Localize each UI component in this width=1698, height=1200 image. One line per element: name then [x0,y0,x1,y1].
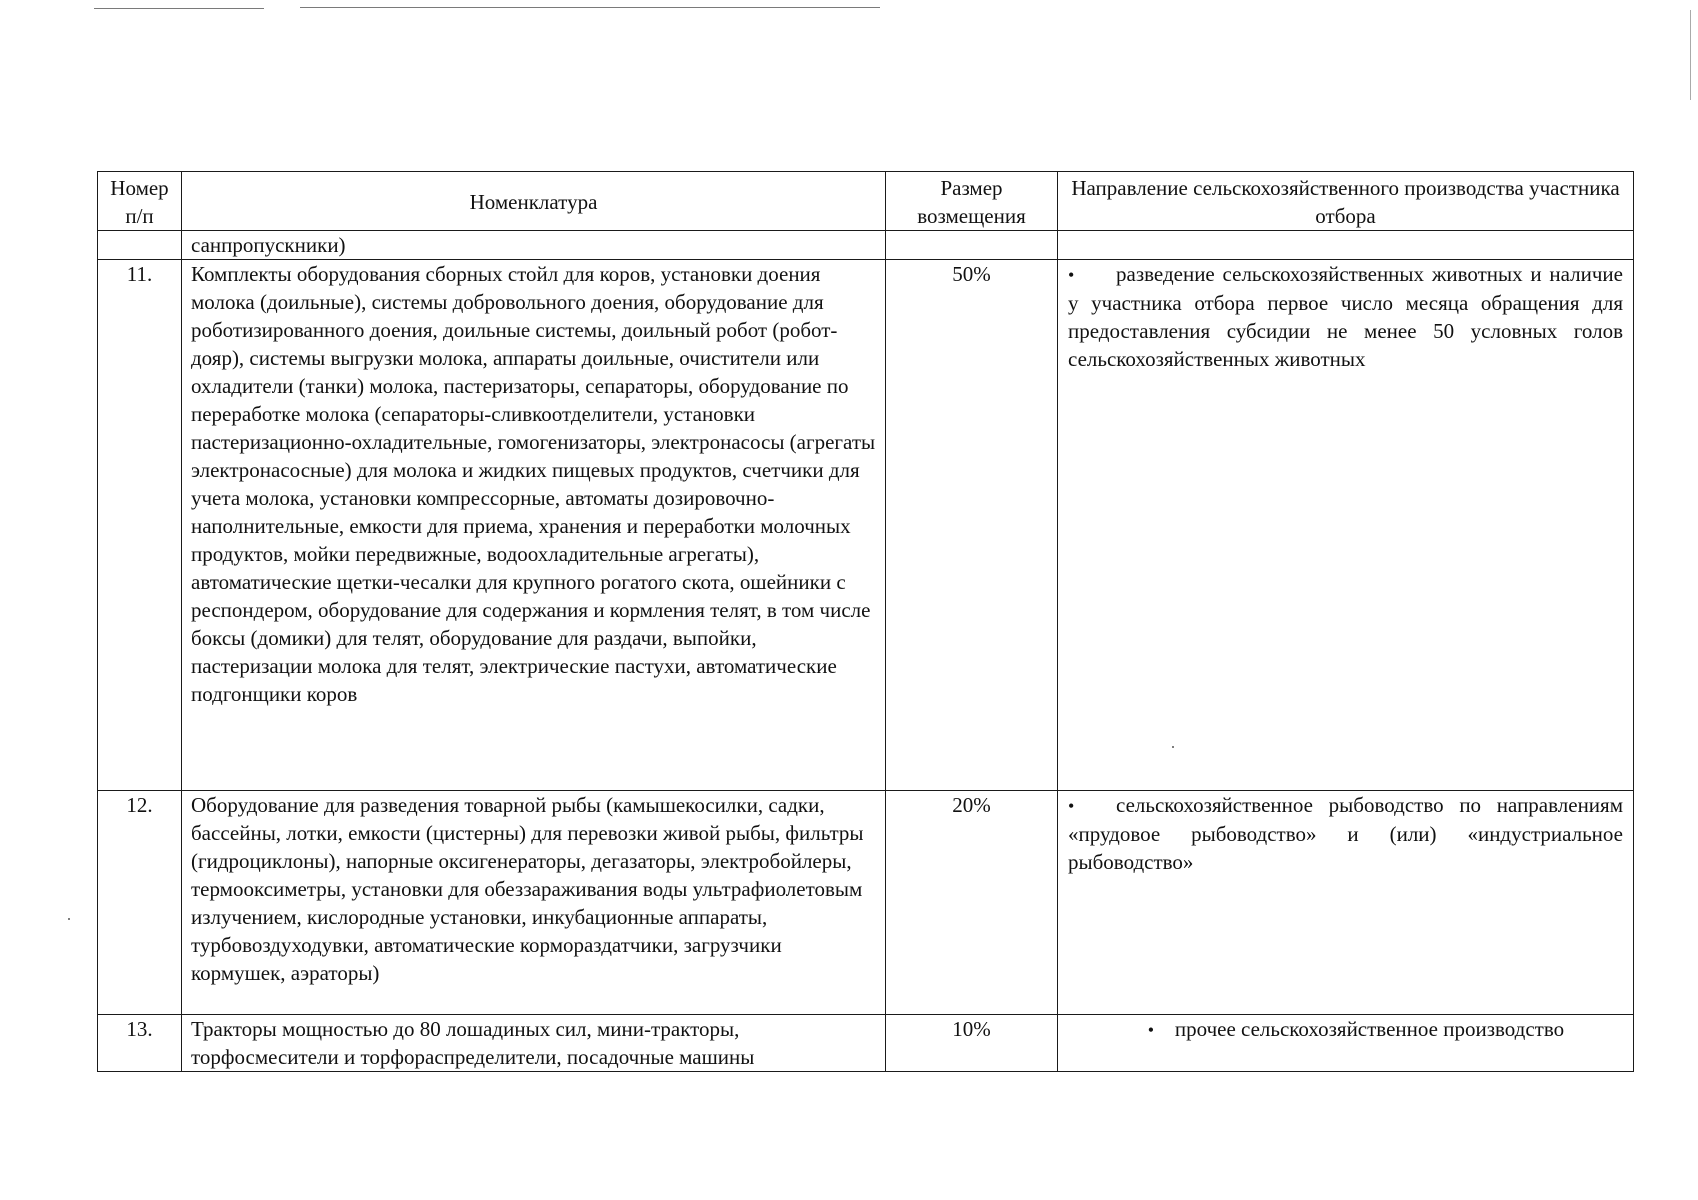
row-number: 12. [126,793,153,817]
cell-nomenclature: санпропускники) [182,231,886,260]
direction-label: сельскохозяйственное рыбоводство по направлениям «прудовое рыбоводство» и (или) «индустриальное рыбоводство» [1068,793,1623,874]
cell-direction [1058,791,1634,1015]
scan-artifact-line [94,8,264,9]
cell-nomenclature: Оборудование для разведения товарной рыбы (камышекосилки, садки, бассейны, лотки, емкости (цистерны) для перевозки живой рыбы, фильтры (гидроциклоны), напорные оксигенераторы, дегазаторы, электробойлеры, термооксиметры, установки для обеззараживания воды ультрафиолетовым излучением, кислородные установки, инкубационные аппараты, турбовоздуходувки, автоматические кормораздатчики, загрузчики кормушек, аэраторы) [182,791,886,1015]
table-row [98,260,1634,791]
table-row [98,791,1634,1015]
bullet-icon: • [1068,796,1075,816]
direction-label: прочее сельскохозяйственное производство [1174,1017,1565,1041]
cell-direction [1058,260,1634,791]
row-number: 13. [126,1017,153,1041]
header-direction: Направление сельскохозяйственного производства участника отбора [1058,172,1634,231]
cell-num [98,260,182,791]
cell-num [98,231,182,260]
cell-direction [1058,231,1634,260]
direction-text [1068,260,1623,373]
cell-nomenclature: Тракторы мощностью до 80 лошадиных сил, мини-тракторы, торфосмесители и торфораспределители, посадочные машины [182,1015,886,1072]
bullet-icon: • [1147,1020,1155,1040]
cell-num [98,791,182,1015]
direction-text [1068,791,1623,876]
cell-num [98,1015,182,1072]
direction-label: разведение сельскохозяйственных животных и наличие у участника отбора первое число месяца обращения для предоставления субсидии не менее 50 условных голов сельскохозяйственных животных [1068,262,1623,371]
scan-artifact-dot [68,918,70,920]
cell-direction [1058,1015,1634,1072]
table-row [98,1015,1634,1072]
scan-artifact-line [300,7,880,8]
size-value: 20% [952,793,991,817]
document-table-wrapper [97,171,1633,1072]
size-value: 50% [952,262,991,286]
header-num: Номер п/п [98,172,182,231]
size-value: 10% [952,1017,991,1041]
table-row-continuation [98,231,1634,260]
header-nomenclature: Номенклатура [182,172,886,231]
cell-size [886,260,1058,791]
scan-artifact-line [1690,10,1691,100]
bullet-icon: • [1068,265,1075,285]
nomenclature-table [97,171,1634,1072]
cell-nomenclature: Комплекты оборудования сборных стойл для коров, установки доения молока (доильные), системы добровольного доения, оборудование для роботизированного доения, доильные системы, доильный робот (робот-дояр), системы выгрузки молока, аппараты доильные, очистители или охладители (танки) молока, пастеризаторы, сепараторы, оборудование по переработке молока (сепараторы-сливкоотделители, установки пастеризационно-охладительные, гомогенизаторы, электронасосы (агрегаты электронасосные) для молока и жидких пищевых продуктов, счетчики для учета молока, установки компрессорные, автоматы дозировочно-наполнительные, емкости для приема, хранения и переработки молочных продуктов, мойки передвижные, водоохладительные агрегаты), автоматические щетки-чесалки для крупного рогатого скота, ошейники с респондером, оборудование для содержания и кормления телят, в том числе боксы (домики) для телят, оборудование для раздачи, выпойки, пастеризации молока для телят, электрические пастухи, автоматические подгонщики коров [182,260,886,791]
cell-size [886,791,1058,1015]
direction-text [1068,1015,1623,1044]
cell-size [886,1015,1058,1072]
table-header-row [98,172,1634,231]
cell-size [886,231,1058,260]
row-number: 11. [126,262,153,286]
header-size: Размер возмещения [886,172,1058,231]
